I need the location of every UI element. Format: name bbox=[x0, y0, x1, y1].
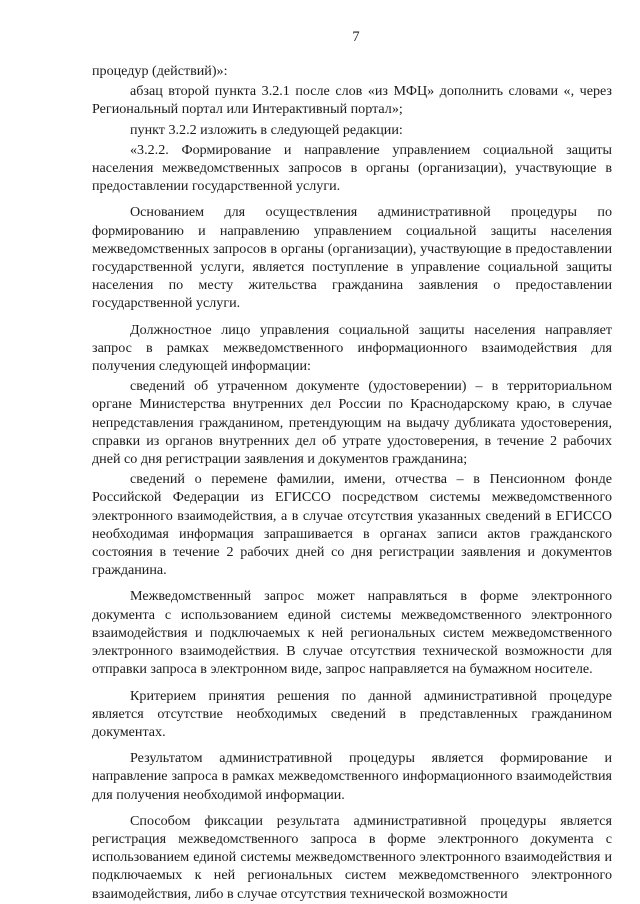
paragraph-5: Основанием для осуществления административной процедуры по формированию и направлению управлением социальной защиты населения межведомственных запросов в органы (организации), участвующие в предоставлении государственной услуги, является поступление в управление социальной защиты населения по месту жительства гражданина заявления о предоставлении государственной услуги. bbox=[92, 204, 612, 312]
paragraph-7: сведений об утраченном документе (удостоверении) – в территориальном органе Министерства внутренних дел России по Краснодарскому краю, в случае непредставления гражданином, претендующим на выдачу дубликата удостоверения, справки из органов внутренних дел об утрате удостоверения, в течение 2 рабочих дней со дня регистрации заявления и документов гражданина; bbox=[92, 378, 612, 468]
paragraph-4: «3.2.2. Формирование и направление управлением социальной защиты населения межведомственных запросов в органы (организации), участвующие в предоставлении государственной услуги. bbox=[92, 141, 612, 195]
paragraph-12: Способом фиксации результата административной процедуры является регистрация межведомственного запроса в форме электронного документа с использованием единой системы межведомственного электронного взаимодействия и подключаемых к ней региональных систем межведомственного электронного взаимодействия, либо в случае отсутствия технической возможности bbox=[92, 812, 612, 902]
paragraph-2: абзац второй пункта 3.2.1 после слов «из МФЦ» дополнить словами «, через Региональный портал или Интерактивный портал»; bbox=[92, 83, 612, 118]
paragraph-3: пункт 3.2.2 изложить в следующей редакции: bbox=[130, 121, 403, 138]
paragraph-11: Результатом административной процедуры является формирование и направление запроса в рамках межведомственного информационного взаимодействия для получения необходимой информации. bbox=[92, 750, 612, 803]
paragraph-6: Должностное лицо управления социальной защиты населения направляет запрос в рамках межведомственного информационного взаимодействия для получения следующей информации: bbox=[92, 321, 612, 375]
paragraph-1: процедур (действий)»: bbox=[92, 63, 228, 79]
page-number: 7 bbox=[352, 29, 360, 45]
paragraph-8: сведений о перемене фамилии, имени, отчества – в Пенсионном фонде Российской Федерации из ЕГИССО посредством системы межведомственного электронного взаимодействия, а в случае отсутствия указанных сведений в ЕГИССО необходимая информация запрашивается в органах записи актов гражданского состояния в течение 2 рабочих дней со дня регистрации заявления и документов гражданина. bbox=[92, 471, 612, 579]
paragraph-10: Критерием принятия решения по данной административной процедуре является отсутствие необходимых сведений в представленных гражданином документах. bbox=[92, 687, 612, 740]
paragraph-9: Межведомственный запрос может направляться в форме электронного документа с использованием единой системы межведомственного электронного взаимодействия и подключаемых к ней региональных систем межведомственного электронного взаимодействия. В случае отсутствия технической возможности для отправки запроса в электронном виде, запрос направляется на бумажном носителе. bbox=[92, 588, 612, 678]
